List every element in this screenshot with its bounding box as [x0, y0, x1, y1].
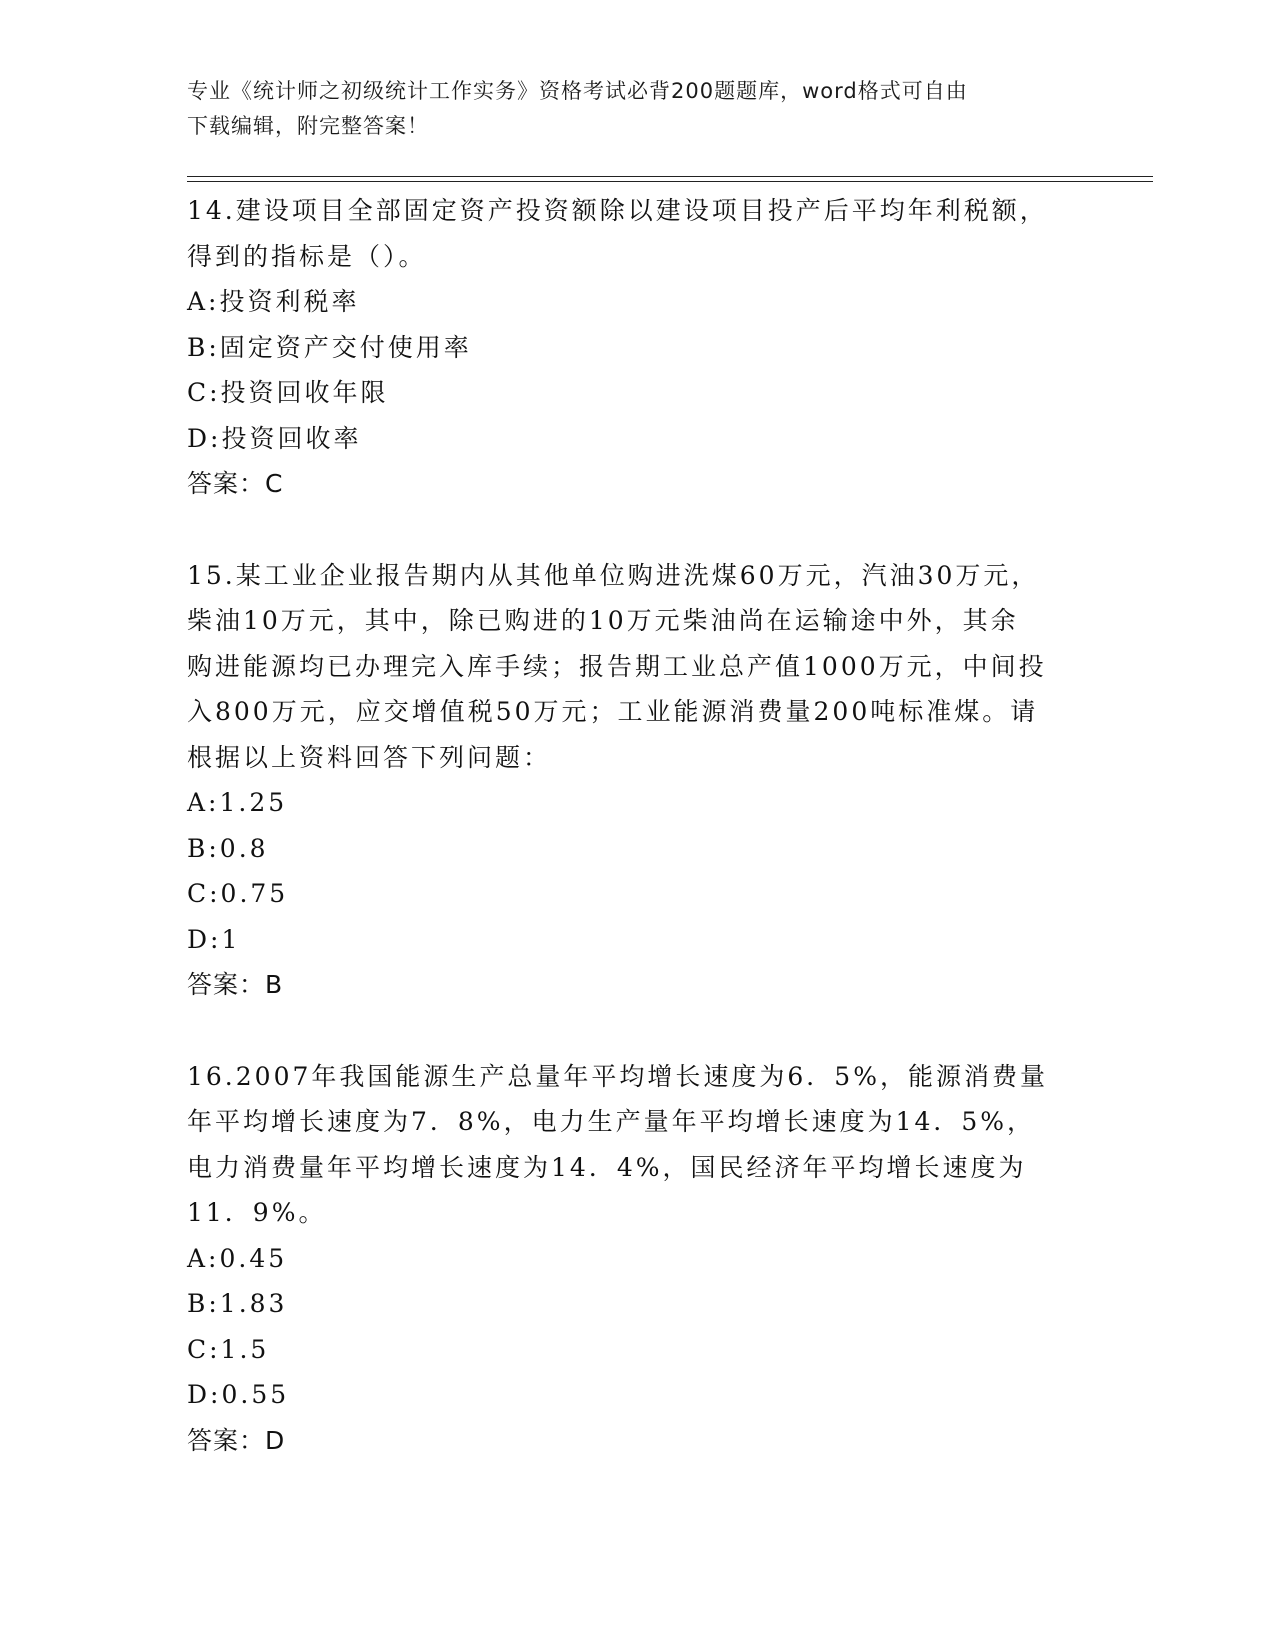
question-stem-line: 15.某工业企业报告期内从其他单位购进洗煤60万元，汽油30万元，: [187, 560, 1040, 590]
question-stem-line: 电力消费量年平均增长速度为14．4%，国民经济年平均增长速度为: [187, 1152, 1027, 1182]
option-b: B:1.83: [187, 1289, 288, 1318]
question-list: [187, 188, 1087, 1509]
question-stem-line: 16.2007年我国能源生产总量年平均增长速度为6．5%，能源消费量: [187, 1061, 1048, 1091]
question-14: [187, 188, 1087, 507]
answer-label: 答案：D: [187, 1425, 286, 1455]
option-a: A:1.25: [187, 788, 288, 817]
question-15: [187, 553, 1087, 1008]
option-c: C:1.5: [187, 1334, 270, 1364]
question-stem-line: 年平均增长速度为7．8%，电力生产量年平均增长速度为14．5%，: [187, 1107, 1036, 1136]
question-16: [187, 1054, 1087, 1464]
option-b: B:固定资产交付使用率: [187, 332, 472, 362]
option-c: C:投资回收年限: [187, 378, 389, 407]
header-line-2: 下载编辑，附完整答案！: [187, 114, 429, 138]
option-d: D:1: [187, 924, 241, 954]
option-d: D:0.55: [187, 1380, 290, 1409]
option-b: B:0.8: [187, 833, 269, 863]
option-a: A:投资利税率: [187, 287, 360, 316]
header-line-1: 专业《统计师之初级统计工作实务》资格考试必背200题题库，word格式可自由: [187, 79, 968, 103]
document-header: [187, 74, 1067, 144]
option-a: A:0.45: [187, 1243, 288, 1273]
question-stem-line: 11．9%。: [187, 1198, 327, 1227]
answer-label: 答案：C: [187, 469, 284, 498]
option-c: C:0.75: [187, 879, 289, 908]
question-stem-line: 柴油10万元，其中，除已购进的10万元柴油尚在运输途中外，其余: [187, 606, 1019, 635]
question-stem-line: 根据以上资料回答下列问题：: [187, 742, 552, 772]
header-divider-top: [187, 176, 1153, 177]
question-stem-line: 购进能源均已办理完入库手续；报告期工业总产值1000万元，中间投: [187, 651, 1047, 681]
question-stem-line: 得到的指标是（）。: [187, 241, 427, 271]
question-stem-line: 入800万元，应交增值税50万元；工业能源消费量200吨标准煤。请: [187, 697, 1039, 726]
header-divider-bottom: [187, 181, 1153, 182]
answer-label: 答案：B: [187, 970, 284, 999]
question-stem-line: 14.建设项目全部固定资产投资额除以建设项目投产后平均年利税额，: [187, 196, 1048, 225]
option-d: D:投资回收率: [187, 423, 362, 453]
